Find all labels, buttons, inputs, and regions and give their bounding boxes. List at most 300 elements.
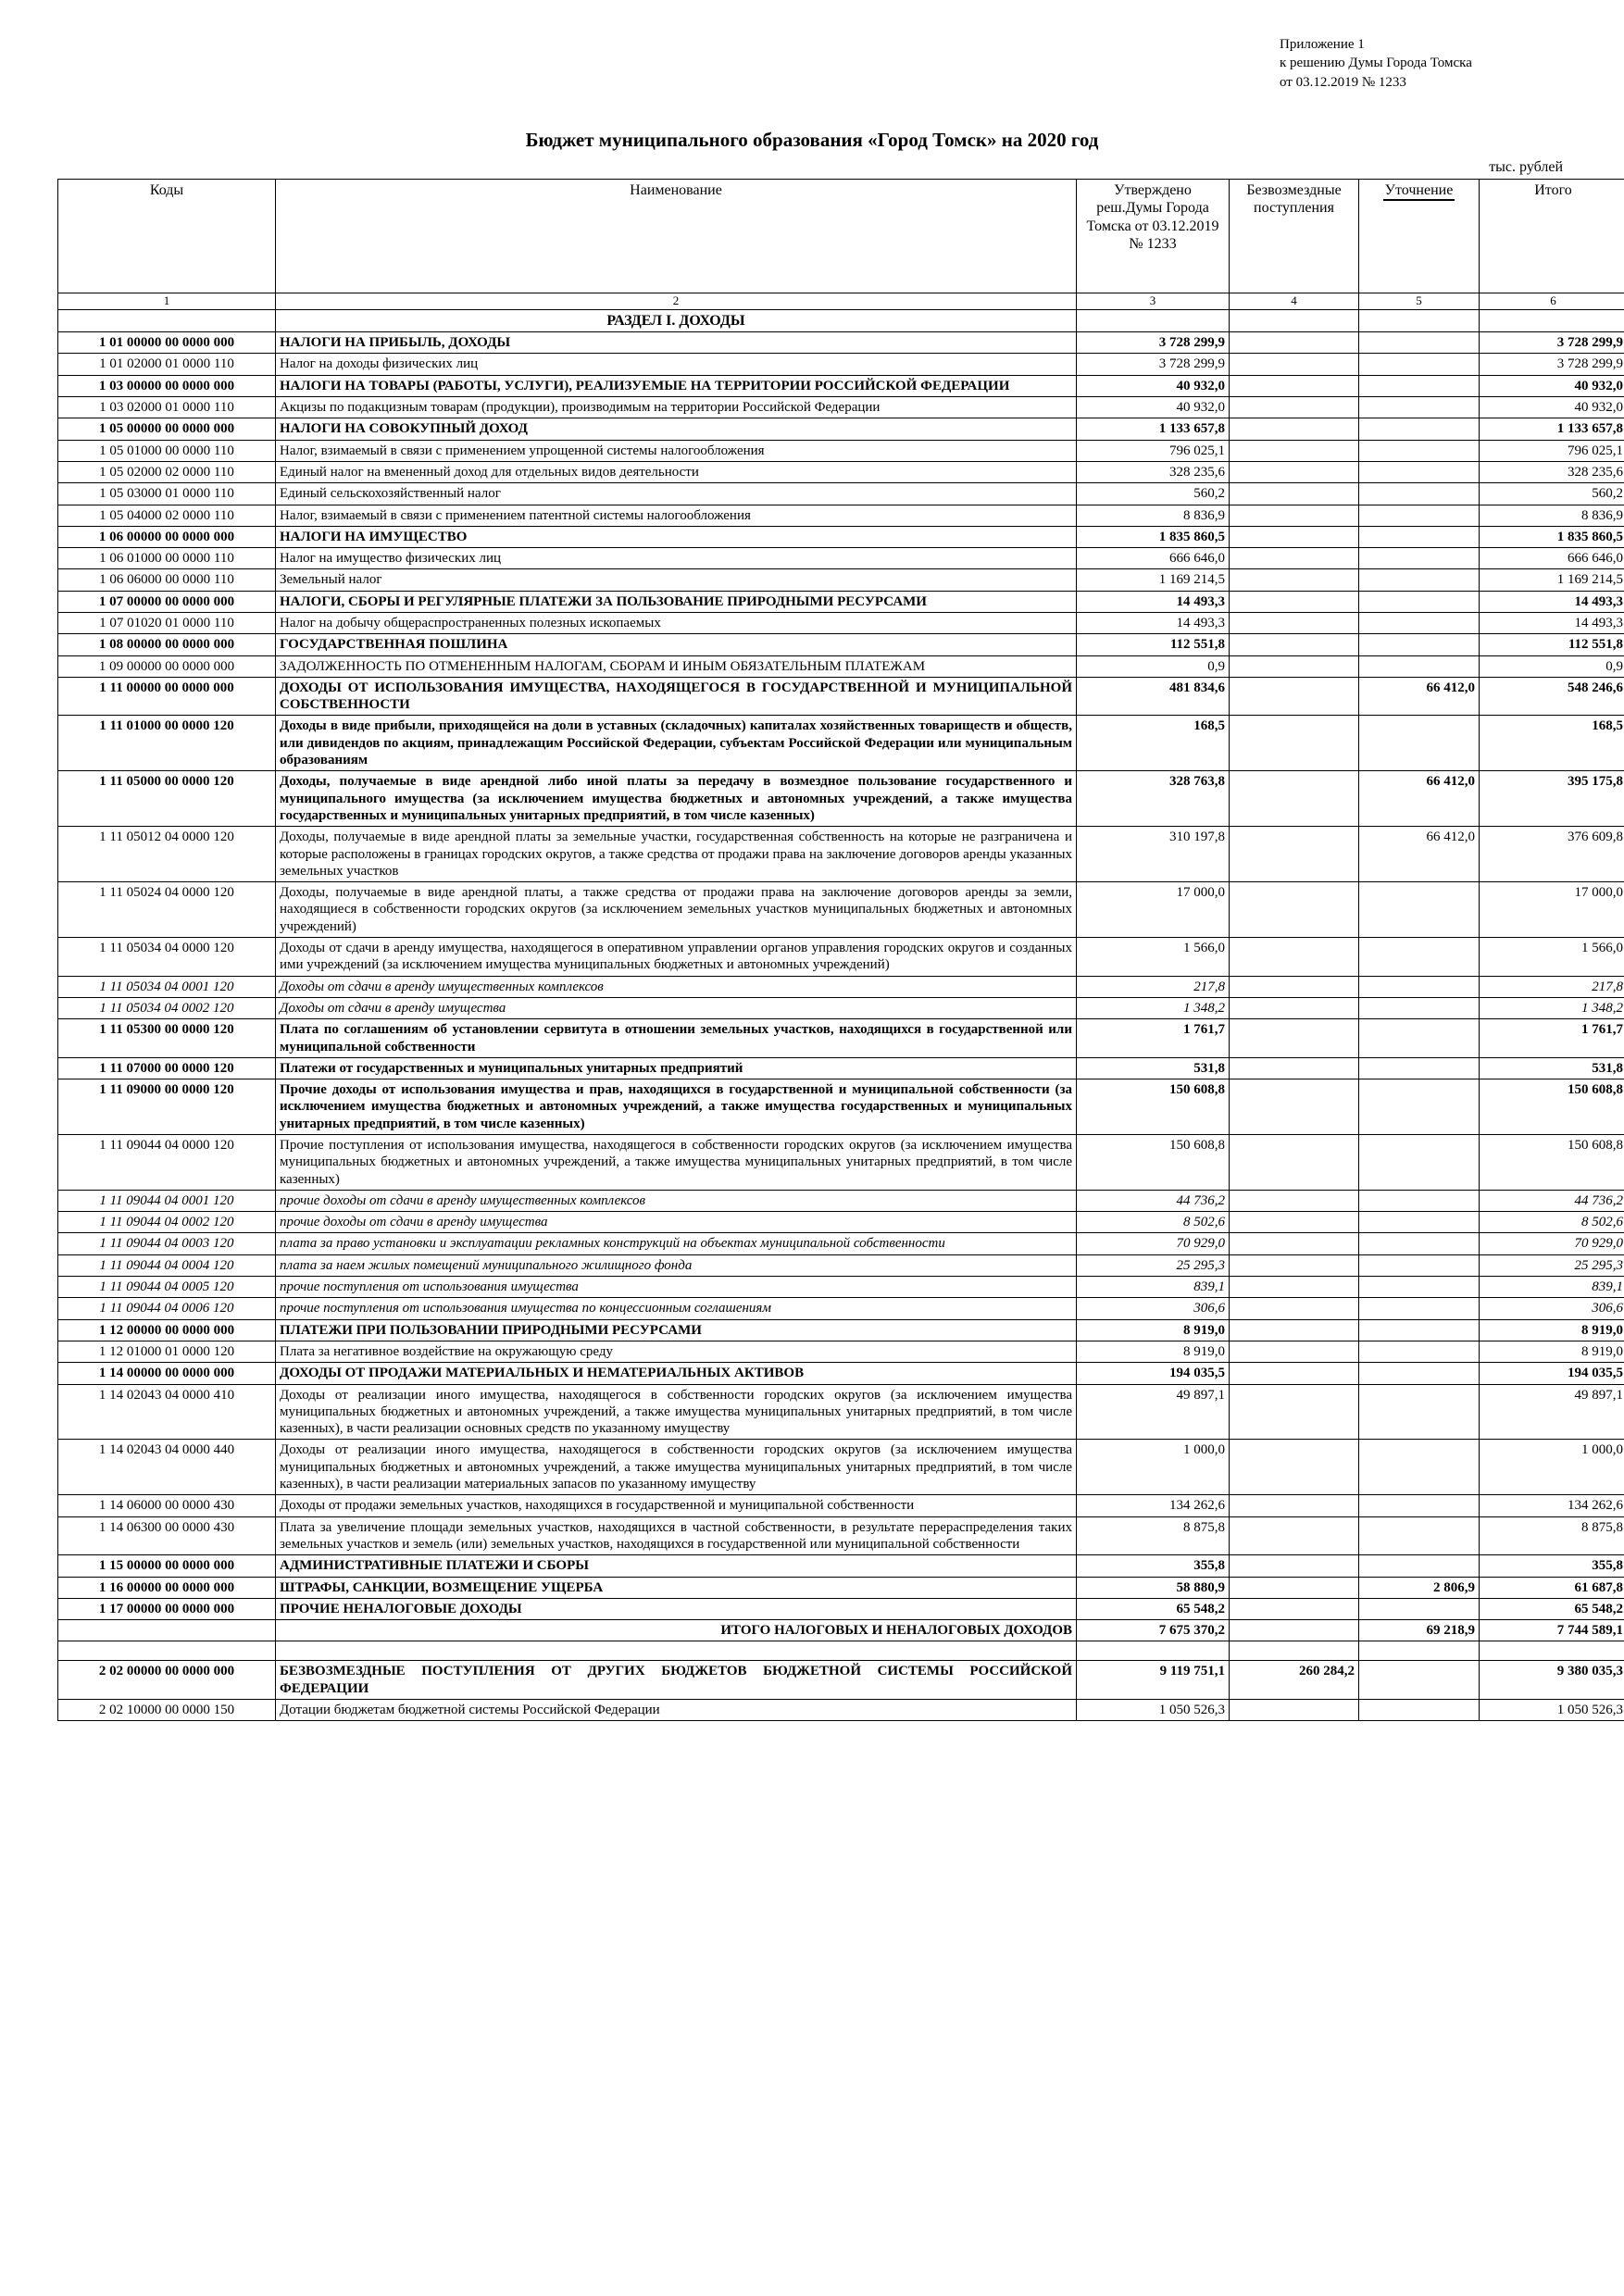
row-free bbox=[1230, 1555, 1359, 1577]
row-total: 112 551,8 bbox=[1480, 634, 1624, 655]
row-name: Единый налог на вмененный доход для отдельных видов деятельности bbox=[276, 461, 1077, 482]
row-code: 1 11 09044 04 0003 120 bbox=[58, 1233, 276, 1254]
row-code: 1 11 00000 00 0000 000 bbox=[58, 677, 276, 716]
table-row bbox=[58, 1598, 1624, 1619]
colnum-5 bbox=[1359, 293, 1480, 309]
table-spacer-row bbox=[58, 1641, 1624, 1661]
row-code: 1 11 09044 04 0004 120 bbox=[58, 1254, 276, 1276]
row-total: 40 932,0 bbox=[1480, 375, 1624, 396]
row-total: 1 761,7 bbox=[1480, 1019, 1624, 1058]
column-header-code: Коды bbox=[58, 179, 276, 293]
row-free bbox=[1230, 938, 1359, 977]
row-approved: 134 262,6 bbox=[1077, 1495, 1230, 1516]
row-code: 1 11 09000 00 0000 120 bbox=[58, 1079, 276, 1135]
row-total: 217,8 bbox=[1480, 976, 1624, 997]
table-row bbox=[58, 612, 1624, 633]
row-adjust bbox=[1359, 440, 1480, 461]
row-free bbox=[1230, 1319, 1359, 1341]
row-approved: 839,1 bbox=[1077, 1277, 1230, 1298]
row-total: 8 836,9 bbox=[1480, 505, 1624, 526]
row-total: 8 919,0 bbox=[1480, 1319, 1624, 1341]
table-row bbox=[58, 1620, 1624, 1641]
row-adjust bbox=[1359, 1298, 1480, 1319]
row-approved: 1 000,0 bbox=[1077, 1440, 1230, 1495]
row-free bbox=[1230, 1700, 1359, 1721]
row-adjust bbox=[1359, 569, 1480, 591]
table-row bbox=[58, 1384, 1624, 1440]
table-row bbox=[58, 827, 1624, 882]
row-free bbox=[1230, 716, 1359, 771]
row-free: 260 284,2 bbox=[1230, 1661, 1359, 1700]
row-code: 1 03 00000 00 0000 000 bbox=[58, 375, 276, 396]
row-name: плата за право установки и эксплуатации рекламных конструкций на объектах муниципальной собственности bbox=[276, 1233, 1077, 1254]
table-row bbox=[58, 1298, 1624, 1319]
row-approved: 17 000,0 bbox=[1077, 882, 1230, 938]
appendix-line-3: от 03.12.2019 № 1233 bbox=[1280, 74, 1406, 90]
table-row bbox=[58, 1212, 1624, 1233]
row-adjust bbox=[1359, 354, 1480, 375]
row-total: 1 348,2 bbox=[1480, 997, 1624, 1018]
row-name: ШТРАФЫ, САНКЦИИ, ВОЗМЕЩЕНИЕ УЩЕРБА bbox=[276, 1577, 1077, 1598]
row-code: 1 11 05034 04 0001 120 bbox=[58, 976, 276, 997]
row-name: Доходы, получаемые в виде арендной либо иной платы за передачу в возмездное пользование государственного и муниципального имущества (за исключением имущества бюджетных и автономных учреждений, а также имущества государственных и муниципальных унитарных предприятий, в том числе казенных) bbox=[276, 771, 1077, 827]
row-code: 1 07 00000 00 0000 000 bbox=[58, 591, 276, 612]
table-row bbox=[58, 1319, 1624, 1341]
row-total: 9 380 035,3 bbox=[1480, 1661, 1624, 1700]
row-total: 666 646,0 bbox=[1480, 548, 1624, 569]
row-total: 1 835 860,5 bbox=[1480, 526, 1624, 547]
row-name: Доходы от сдачи в аренду имущественных комплексов bbox=[276, 976, 1077, 997]
row-code: 1 14 06300 00 0000 430 bbox=[58, 1516, 276, 1555]
table-row bbox=[58, 1277, 1624, 1298]
row-code: 1 14 02043 04 0000 440 bbox=[58, 1440, 276, 1495]
row-free bbox=[1230, 1190, 1359, 1211]
units-label: тыс. рублей bbox=[1489, 158, 1563, 175]
spacer-cell bbox=[58, 1641, 276, 1661]
row-adjust bbox=[1359, 1495, 1480, 1516]
table-row bbox=[58, 418, 1624, 440]
row-adjust bbox=[1359, 1019, 1480, 1058]
row-code: 1 05 02000 02 0000 110 bbox=[58, 461, 276, 482]
row-adjust: 66 412,0 bbox=[1359, 771, 1480, 827]
row-approved: 9 119 751,1 bbox=[1077, 1661, 1230, 1700]
row-approved: 8 919,0 bbox=[1077, 1319, 1230, 1341]
row-adjust bbox=[1359, 1700, 1480, 1721]
row-approved: 1 169 214,5 bbox=[1077, 569, 1230, 591]
row-adjust bbox=[1359, 1341, 1480, 1362]
row-approved: 1 348,2 bbox=[1077, 997, 1230, 1018]
row-name: Доходы от сдачи в аренду имущества bbox=[276, 997, 1077, 1018]
table-row bbox=[58, 1135, 1624, 1191]
table-row bbox=[58, 1019, 1624, 1058]
row-code: 1 01 02000 01 0000 110 bbox=[58, 354, 276, 375]
table-row bbox=[58, 634, 1624, 655]
table-row bbox=[58, 483, 1624, 505]
row-free bbox=[1230, 1363, 1359, 1384]
row-approved: 44 736,2 bbox=[1077, 1190, 1230, 1211]
row-approved: 150 608,8 bbox=[1077, 1135, 1230, 1191]
row-free bbox=[1230, 569, 1359, 591]
row-approved: 49 897,1 bbox=[1077, 1384, 1230, 1440]
row-free bbox=[1230, 461, 1359, 482]
row-total: 839,1 bbox=[1480, 1277, 1624, 1298]
row-free bbox=[1230, 1212, 1359, 1233]
row-total: 61 687,8 bbox=[1480, 1577, 1624, 1598]
row-adjust bbox=[1359, 634, 1480, 655]
row-total: 8 875,8 bbox=[1480, 1516, 1624, 1555]
row-total: 548 246,6 bbox=[1480, 677, 1624, 716]
row-approved: 1 566,0 bbox=[1077, 938, 1230, 977]
table-row bbox=[58, 1254, 1624, 1276]
row-approved: 40 932,0 bbox=[1077, 375, 1230, 396]
row-code: 1 06 01000 00 0000 110 bbox=[58, 548, 276, 569]
colnum-4: 4 bbox=[1230, 293, 1359, 309]
row-free bbox=[1230, 375, 1359, 396]
row-code: 1 11 05024 04 0000 120 bbox=[58, 882, 276, 938]
colnum-6: 6 bbox=[1480, 293, 1624, 309]
row-free bbox=[1230, 505, 1359, 526]
row-name: Плата за увеличение площади земельных участков, находящихся в частной собственности, в результате перераспределения таких земельных участков и земель (или) земельных участков, находящихся в государственной или муниципальной собственности bbox=[276, 1516, 1077, 1555]
row-code: 1 11 05300 00 0000 120 bbox=[58, 1019, 276, 1058]
appendix-reference bbox=[1280, 35, 1567, 92]
row-free bbox=[1230, 1598, 1359, 1619]
row-name: Доходы в виде прибыли, приходящейся на доли в уставных (складочных) капиталах хозяйственных товариществ и обществ, или дивидендов по акциям, принадлежащим Российской Федерации, субъектам Российской Федерации или муниципальным образованиям bbox=[276, 716, 1077, 771]
row-adjust bbox=[1359, 882, 1480, 938]
row-name: ИТОГО НАЛОГОВЫХ И НЕНАЛОГОВЫХ ДОХОДОВ bbox=[276, 1620, 1077, 1641]
row-code: 1 17 00000 00 0000 000 bbox=[58, 1598, 276, 1619]
column-header-free-receipts: Безвозмездные поступления bbox=[1230, 179, 1359, 293]
row-adjust bbox=[1359, 1319, 1480, 1341]
row-approved: 310 197,8 bbox=[1077, 827, 1230, 882]
row-approved: 3 728 299,9 bbox=[1077, 332, 1230, 354]
table-row bbox=[58, 461, 1624, 482]
table-row bbox=[58, 1190, 1624, 1211]
row-code: 1 05 01000 00 0000 110 bbox=[58, 440, 276, 461]
row-code: 1 06 00000 00 0000 000 bbox=[58, 526, 276, 547]
row-free bbox=[1230, 483, 1359, 505]
row-total: 150 608,8 bbox=[1480, 1079, 1624, 1135]
row-name: НАЛОГИ, СБОРЫ И РЕГУЛЯРНЫЕ ПЛАТЕЖИ ЗА ПОЛЬЗОВАНИЕ ПРИРОДНЫМИ РЕСУРСАМИ bbox=[276, 591, 1077, 612]
row-free bbox=[1230, 1019, 1359, 1058]
row-approved: 355,8 bbox=[1077, 1555, 1230, 1577]
row-approved: 112 551,8 bbox=[1077, 634, 1230, 655]
colnum-3: 3 bbox=[1077, 293, 1230, 309]
row-adjust bbox=[1359, 1254, 1480, 1276]
table-row bbox=[58, 655, 1624, 677]
row-name: НАЛОГИ НА ТОВАРЫ (РАБОТЫ, УСЛУГИ), РЕАЛИЗУЕМЫЕ НА ТЕРРИТОРИИ РОССИЙСКОЙ ФЕДЕРАЦИИ bbox=[276, 375, 1077, 396]
row-code: 1 11 05034 04 0002 120 bbox=[58, 997, 276, 1018]
row-total: 14 493,3 bbox=[1480, 612, 1624, 633]
row-adjust bbox=[1359, 1516, 1480, 1555]
row-free bbox=[1230, 1233, 1359, 1254]
row-code: 1 11 05034 04 0000 120 bbox=[58, 938, 276, 977]
table-row bbox=[58, 882, 1624, 938]
row-adjust bbox=[1359, 397, 1480, 418]
section-empty-total bbox=[1480, 309, 1624, 332]
row-code: 1 12 00000 00 0000 000 bbox=[58, 1319, 276, 1341]
row-name: Акцизы по подакцизным товарам (продукции), производимым на территории Российской Федерации bbox=[276, 397, 1077, 418]
table-row bbox=[58, 1079, 1624, 1135]
row-free bbox=[1230, 1135, 1359, 1191]
row-total: 355,8 bbox=[1480, 1555, 1624, 1577]
row-free bbox=[1230, 397, 1359, 418]
column-header-name: Наименование bbox=[276, 179, 1077, 293]
row-code: 1 11 07000 00 0000 120 bbox=[58, 1057, 276, 1079]
row-free bbox=[1230, 1620, 1359, 1641]
row-total: 3 728 299,9 bbox=[1480, 332, 1624, 354]
table-row bbox=[58, 1233, 1624, 1254]
section-title-row bbox=[58, 309, 1624, 332]
row-free bbox=[1230, 827, 1359, 882]
table-row bbox=[58, 440, 1624, 461]
section-title: РАЗДЕЛ I. ДОХОДЫ bbox=[276, 309, 1077, 332]
row-adjust bbox=[1359, 612, 1480, 633]
row-total: 306,6 bbox=[1480, 1298, 1624, 1319]
row-adjust: 2 806,9 bbox=[1359, 1577, 1480, 1598]
appendix-line-2: к решению Думы Города Томска bbox=[1280, 56, 1472, 71]
row-code: 1 12 01000 01 0000 120 bbox=[58, 1341, 276, 1362]
table-row bbox=[58, 1516, 1624, 1555]
row-name: ГОСУДАРСТВЕННАЯ ПОШЛИНА bbox=[276, 634, 1077, 655]
row-code: 1 14 06000 00 0000 430 bbox=[58, 1495, 276, 1516]
row-code bbox=[58, 1620, 276, 1641]
row-name: АДМИНИСТРАТИВНЫЕ ПЛАТЕЖИ И СБОРЫ bbox=[276, 1555, 1077, 1577]
row-approved: 796 025,1 bbox=[1077, 440, 1230, 461]
column-header-approved: Утверждено реш.Думы Города Томска от 03.12.2019 № 1233 bbox=[1077, 179, 1230, 293]
table-row bbox=[58, 771, 1624, 827]
row-adjust bbox=[1359, 1057, 1480, 1079]
row-name: Прочие доходы от использования имущества и прав, находящихся в государственной и муниципальной собственности (за исключением имущества бюджетных и автономных учреждений, а также имущества государственных и муниципальных унитарных предприятий, в том числе казенных) bbox=[276, 1079, 1077, 1135]
row-adjust bbox=[1359, 1598, 1480, 1619]
row-approved: 58 880,9 bbox=[1077, 1577, 1230, 1598]
row-name: Доходы от реализации иного имущества, находящегося в собственности городских округов (за исключением имущества муниципальных бюджетных и автономных учреждений, а также имущества муниципальных унитарных предприятий, в том числе казенных), в части реализации материальных запасов по указанному имуществу bbox=[276, 1440, 1077, 1495]
appendix-line-1: Приложение 1 bbox=[1280, 37, 1365, 52]
row-approved: 306,6 bbox=[1077, 1298, 1230, 1319]
row-name: Плата по соглашениям об установлении сервитута в отношении земельных участков, находящихся в государственной или муниципальной собственности bbox=[276, 1019, 1077, 1058]
row-adjust bbox=[1359, 548, 1480, 569]
row-total: 376 609,8 bbox=[1480, 827, 1624, 882]
row-total: 17 000,0 bbox=[1480, 882, 1624, 938]
row-adjust bbox=[1359, 1277, 1480, 1298]
row-free bbox=[1230, 1079, 1359, 1135]
row-name: плата за наем жилых помещений муниципального жилищного фонда bbox=[276, 1254, 1077, 1276]
row-approved: 70 929,0 bbox=[1077, 1233, 1230, 1254]
row-code: 1 08 00000 00 0000 000 bbox=[58, 634, 276, 655]
table-row bbox=[58, 938, 1624, 977]
row-free bbox=[1230, 354, 1359, 375]
row-approved: 8 836,9 bbox=[1077, 505, 1230, 526]
row-total: 70 929,0 bbox=[1480, 1233, 1624, 1254]
row-code: 1 05 00000 00 0000 000 bbox=[58, 418, 276, 440]
table-row bbox=[58, 1057, 1624, 1079]
row-total: 3 728 299,9 bbox=[1480, 354, 1624, 375]
column-header-adjustment bbox=[1359, 179, 1480, 293]
colnum-1: 1 bbox=[58, 293, 276, 309]
column-header-total: Итого bbox=[1480, 179, 1624, 293]
row-name: прочие поступления от использования имущества по концессионным соглашениям bbox=[276, 1298, 1077, 1319]
row-free bbox=[1230, 1440, 1359, 1495]
row-name: Налог на добычу общераспространенных полезных ископаемых bbox=[276, 612, 1077, 633]
row-total: 531,8 bbox=[1480, 1057, 1624, 1079]
row-total: 1 566,0 bbox=[1480, 938, 1624, 977]
row-free bbox=[1230, 1277, 1359, 1298]
row-adjust: 66 412,0 bbox=[1359, 827, 1480, 882]
row-approved: 8 502,6 bbox=[1077, 1212, 1230, 1233]
row-adjust bbox=[1359, 483, 1480, 505]
row-total: 44 736,2 bbox=[1480, 1190, 1624, 1211]
row-name: НАЛОГИ НА СОВОКУПНЫЙ ДОХОД bbox=[276, 418, 1077, 440]
budget-table bbox=[57, 179, 1624, 1722]
adjustment-underline-text: Уточнение bbox=[1383, 181, 1455, 202]
row-adjust: 69 218,9 bbox=[1359, 1620, 1480, 1641]
row-approved: 0,9 bbox=[1077, 655, 1230, 677]
row-adjust bbox=[1359, 716, 1480, 771]
row-code: 1 11 05000 00 0000 120 bbox=[58, 771, 276, 827]
row-free bbox=[1230, 655, 1359, 677]
row-adjust bbox=[1359, 1440, 1480, 1495]
table-header bbox=[58, 179, 1624, 309]
row-name: БЕЗВОЗМЕЗДНЫЕ ПОСТУПЛЕНИЯ ОТ ДРУГИХ БЮДЖЕТОВ БЮДЖЕТНОЙ СИСТЕМЫ РОССИЙСКОЙ ФЕДЕРАЦИИ bbox=[276, 1661, 1077, 1700]
row-approved: 1 050 526,3 bbox=[1077, 1700, 1230, 1721]
spacer-cell bbox=[1230, 1641, 1359, 1661]
row-approved: 666 646,0 bbox=[1077, 548, 1230, 569]
row-free bbox=[1230, 418, 1359, 440]
row-total: 560,2 bbox=[1480, 483, 1624, 505]
row-free bbox=[1230, 882, 1359, 938]
row-code: 1 15 00000 00 0000 000 bbox=[58, 1555, 276, 1577]
section-empty-code bbox=[58, 309, 276, 332]
row-adjust bbox=[1359, 505, 1480, 526]
row-name: ДОХОДЫ ОТ ПРОДАЖИ МАТЕРИАЛЬНЫХ И НЕМАТЕРИАЛЬНЫХ АКТИВОВ bbox=[276, 1363, 1077, 1384]
table-row bbox=[58, 591, 1624, 612]
row-code: 1 03 02000 01 0000 110 bbox=[58, 397, 276, 418]
table-row bbox=[58, 716, 1624, 771]
row-adjust bbox=[1359, 332, 1480, 354]
spacer-cell bbox=[276, 1641, 1077, 1661]
row-free bbox=[1230, 440, 1359, 461]
row-total: 0,9 bbox=[1480, 655, 1624, 677]
row-name: прочие поступления от использования имущества bbox=[276, 1277, 1077, 1298]
row-approved: 531,8 bbox=[1077, 1057, 1230, 1079]
row-name: НАЛОГИ НА ИМУЩЕСТВО bbox=[276, 526, 1077, 547]
row-name: Налог, взимаемый в связи с применением упрощенной системы налогообложения bbox=[276, 440, 1077, 461]
row-code: 1 05 04000 02 0000 110 bbox=[58, 505, 276, 526]
spacer-cell bbox=[1359, 1641, 1480, 1661]
row-total: 25 295,3 bbox=[1480, 1254, 1624, 1276]
row-code: 1 11 05012 04 0000 120 bbox=[58, 827, 276, 882]
row-approved: 328 235,6 bbox=[1077, 461, 1230, 482]
row-approved: 1 133 657,8 bbox=[1077, 418, 1230, 440]
table-body bbox=[58, 309, 1624, 1721]
row-code: 1 14 02043 04 0000 410 bbox=[58, 1384, 276, 1440]
row-name: ЗАДОЛЖЕННОСТЬ ПО ОТМЕНЕННЫМ НАЛОГАМ, СБОРАМ И ИНЫМ ОБЯЗАТЕЛЬНЫМ ПЛАТЕЖАМ bbox=[276, 655, 1077, 677]
row-name: Доходы, получаемые в виде арендной платы за земельные участки, государственная собственность на которые не разграничена и которые расположены в границах городских округов, а также средства от продажи права на заключение договоров аренды указанных земельных участков bbox=[276, 827, 1077, 882]
table-row bbox=[58, 1555, 1624, 1577]
table-row bbox=[58, 677, 1624, 716]
row-approved: 65 548,2 bbox=[1077, 1598, 1230, 1619]
row-name: Земельный налог bbox=[276, 569, 1077, 591]
row-free bbox=[1230, 1384, 1359, 1440]
row-free bbox=[1230, 1341, 1359, 1362]
spacer-cell bbox=[1077, 1641, 1230, 1661]
row-name: прочие доходы от сдачи в аренду имущественных комплексов bbox=[276, 1190, 1077, 1211]
row-free bbox=[1230, 997, 1359, 1018]
row-approved: 14 493,3 bbox=[1077, 612, 1230, 633]
row-name: Доходы от сдачи в аренду имущества, находящегося в оперативном управлении органов управления городских округов и созданных ими учреждений (за исключением имущества муниципальных бюджетных и автономных учреждений) bbox=[276, 938, 1077, 977]
row-total: 8 502,6 bbox=[1480, 1212, 1624, 1233]
row-free bbox=[1230, 1577, 1359, 1598]
row-approved: 481 834,6 bbox=[1077, 677, 1230, 716]
row-adjust bbox=[1359, 418, 1480, 440]
row-total: 796 025,1 bbox=[1480, 440, 1624, 461]
row-name: Плата за негативное воздействие на окружающую среду bbox=[276, 1341, 1077, 1362]
table-row bbox=[58, 397, 1624, 418]
table-row bbox=[58, 1661, 1624, 1700]
row-approved: 40 932,0 bbox=[1077, 397, 1230, 418]
row-adjust bbox=[1359, 1233, 1480, 1254]
row-free bbox=[1230, 332, 1359, 354]
row-adjust bbox=[1359, 655, 1480, 677]
row-code: 1 06 06000 00 0000 110 bbox=[58, 569, 276, 591]
table-row bbox=[58, 1440, 1624, 1495]
row-adjust bbox=[1359, 938, 1480, 977]
table-row bbox=[58, 354, 1624, 375]
row-code: 1 11 09044 04 0006 120 bbox=[58, 1298, 276, 1319]
row-total: 1 000,0 bbox=[1480, 1440, 1624, 1495]
row-approved: 25 295,3 bbox=[1077, 1254, 1230, 1276]
row-code: 2 02 00000 00 0000 000 bbox=[58, 1661, 276, 1700]
table-row bbox=[58, 332, 1624, 354]
row-total: 1 169 214,5 bbox=[1480, 569, 1624, 591]
row-name: Прочие поступления от использования имущества, находящегося в собственности городских округов (за исключением имущества муниципальных бюджетных и автономных учреждений, а также имущества муниципальных унитарных предприятий, в том числе казенных) bbox=[276, 1135, 1077, 1191]
row-total: 40 932,0 bbox=[1480, 397, 1624, 418]
row-adjust bbox=[1359, 1212, 1480, 1233]
row-adjust bbox=[1359, 997, 1480, 1018]
row-code: 1 11 09044 04 0000 120 bbox=[58, 1135, 276, 1191]
table-row bbox=[58, 997, 1624, 1018]
row-free bbox=[1230, 677, 1359, 716]
colnum-5-text: 5 bbox=[1416, 293, 1422, 307]
row-adjust bbox=[1359, 1384, 1480, 1440]
section-empty-adjust bbox=[1359, 309, 1480, 332]
table-row bbox=[58, 1577, 1624, 1598]
row-total: 150 608,8 bbox=[1480, 1135, 1624, 1191]
spacer-cell bbox=[1480, 1641, 1624, 1661]
row-total: 65 548,2 bbox=[1480, 1598, 1624, 1619]
table-row bbox=[58, 505, 1624, 526]
row-approved: 217,8 bbox=[1077, 976, 1230, 997]
row-adjust: 66 412,0 bbox=[1359, 677, 1480, 716]
row-name: Платежи от государственных и муниципальных унитарных предприятий bbox=[276, 1057, 1077, 1079]
row-free bbox=[1230, 1516, 1359, 1555]
row-adjust bbox=[1359, 591, 1480, 612]
row-approved: 1 835 860,5 bbox=[1077, 526, 1230, 547]
row-adjust bbox=[1359, 1661, 1480, 1700]
row-approved: 328 763,8 bbox=[1077, 771, 1230, 827]
row-code: 1 07 01020 01 0000 110 bbox=[58, 612, 276, 633]
row-free bbox=[1230, 771, 1359, 827]
row-code: 1 11 01000 00 0000 120 bbox=[58, 716, 276, 771]
row-total: 1 133 657,8 bbox=[1480, 418, 1624, 440]
row-approved: 194 035,5 bbox=[1077, 1363, 1230, 1384]
row-name: Единый сельскохозяйственный налог bbox=[276, 483, 1077, 505]
table-row bbox=[58, 1363, 1624, 1384]
row-code: 1 14 00000 00 0000 000 bbox=[58, 1363, 276, 1384]
row-adjust bbox=[1359, 1135, 1480, 1191]
row-free bbox=[1230, 976, 1359, 997]
row-free bbox=[1230, 1254, 1359, 1276]
row-name: ПРОЧИЕ НЕНАЛОГОВЫЕ ДОХОДЫ bbox=[276, 1598, 1077, 1619]
